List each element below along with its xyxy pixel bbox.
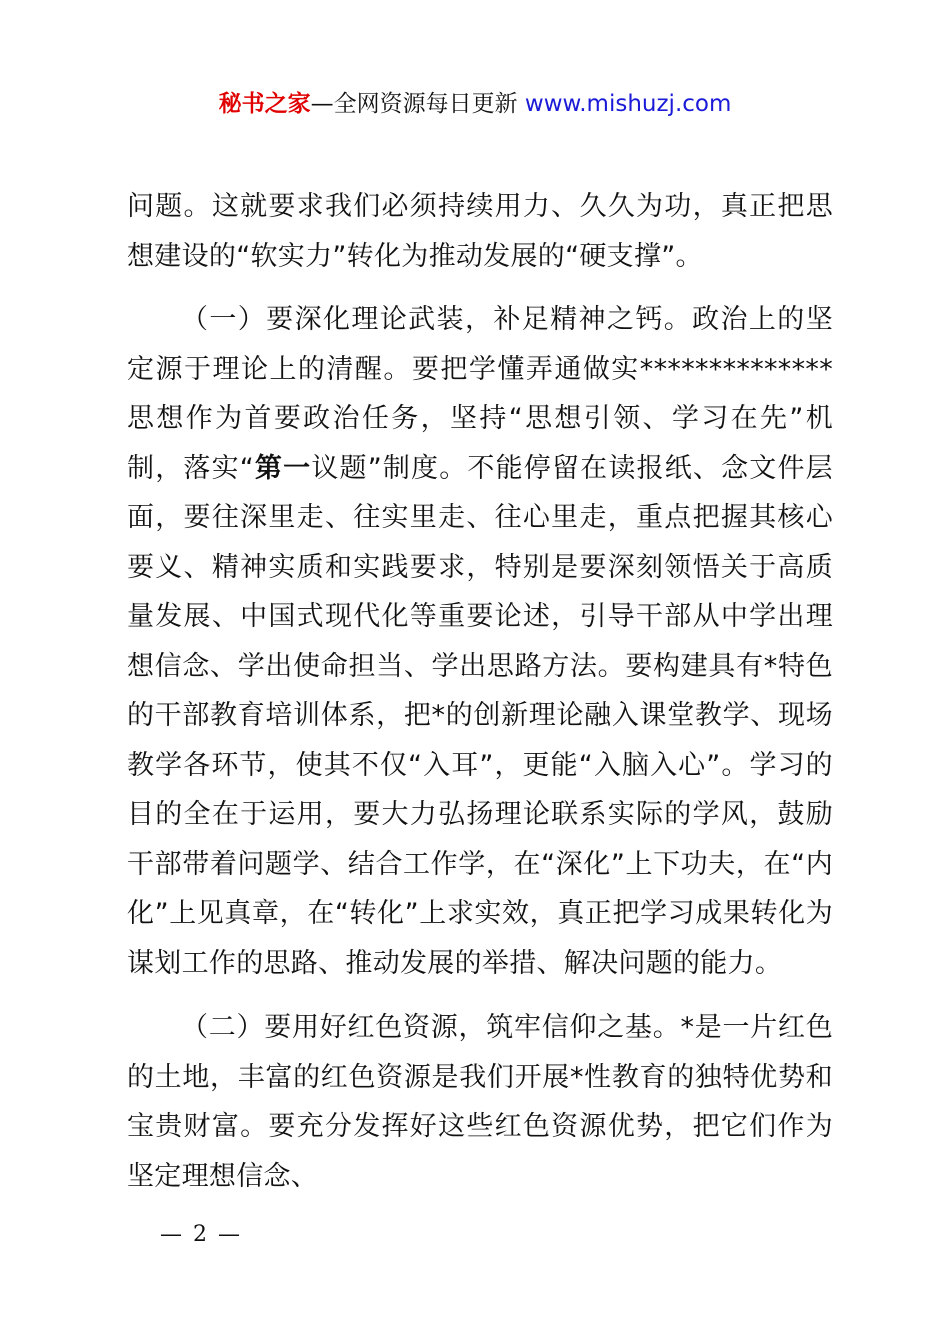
paragraph-section-one bbox=[127, 295, 833, 988]
paragraph-text: （二）要用好红色资源，筑牢信仰之基。*是一片红色的土地，丰富的红色资源是我们开展*性教育的独特优势和宝贵财富。要充分发挥好这些红色资源优势，把它们作为坚定理想信念、 bbox=[127, 1012, 833, 1192]
paragraph-text bbox=[127, 295, 833, 988]
brand-name: 秘书之家 bbox=[218, 91, 311, 117]
paragraph-section-two bbox=[127, 1003, 833, 1201]
paragraph-text-part: 议题”制度。不能停留在读报纸、念文件层面，要往深里走、往实里走、往心里走，重点把握其核心要义、精神实质和实践要求，特别是要深刻领悟关于高质量发展、中国式现代化等重要论述，引导干部从中学出理想信念、学出使命担当、学出思路方法。要构建具有*特色的干部教育培训体系，把*的创新理论融入课堂教学、现场教学各环节，使其不仅“入耳”，更能“入脑入心”。学习的目的全在于运用，要大力弘扬理论联系实际的学风，鼓励干部带着问题学、结合工作学，在“深化”上下功夫，在“内化”上见真章，在“转化”上求实效，真正把学习成果转化为谋划工作的思路、推动发展的举措、解决问题的能力。 bbox=[127, 452, 833, 979]
page-number: — 2 — bbox=[160, 1222, 242, 1247]
paragraph-continuation bbox=[127, 182, 833, 281]
header-tagline: —全网资源每日更新 bbox=[310, 91, 525, 117]
paragraph-text-part: （一）要深化理论武装，补足精神之钙。政治上的坚定源于理论上的清醒。要把学懂弄通做实**************思想作为首要政治任务，坚持“思想引领、学习在先”机制，落实“ bbox=[127, 304, 833, 484]
site-url-link[interactable]: www.mishuzj.com bbox=[524, 91, 732, 117]
bold-emphasis: 第一 bbox=[254, 452, 312, 484]
paragraph-text: 问题。这就要求我们必须持续用力、久久为功，真正把思想建设的“软实力”转化为推动发展的“硬支撑”。 bbox=[127, 191, 833, 272]
site-header bbox=[0, 86, 950, 122]
